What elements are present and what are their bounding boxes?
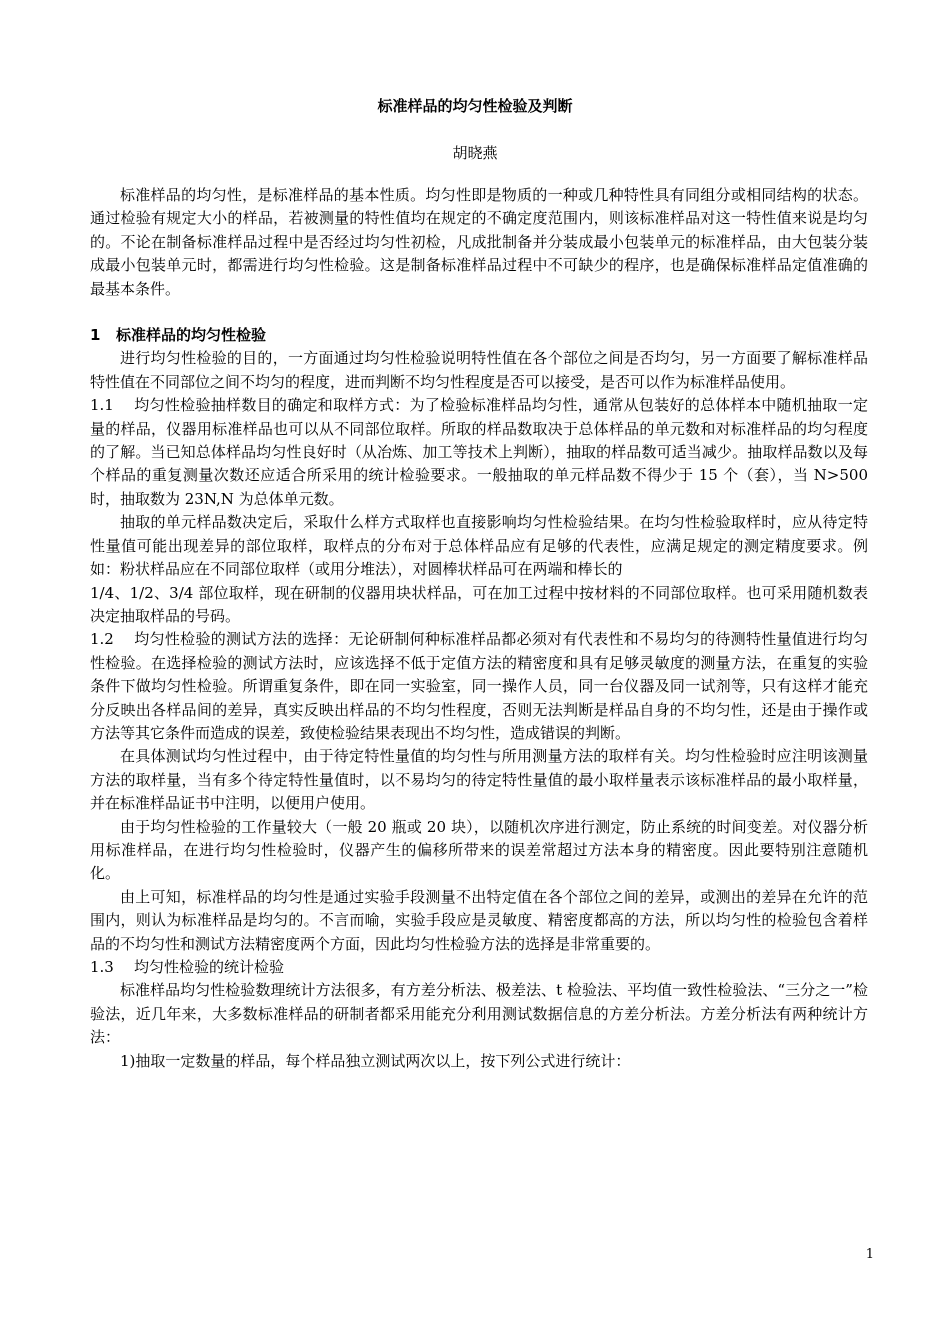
subsection-1-1-number: 1.1 [90, 396, 114, 415]
subsection-1-3-heading [90, 956, 868, 979]
subsection-1-2-number: 1.2 [90, 630, 114, 649]
document-title: 标准样品的均匀性检验及判断 [377, 97, 573, 115]
section-1-title: 标准样品的均匀性检验 [116, 326, 267, 345]
subsection-1-1-paragraph-2a: 抽取的单元样品数决定后，采取什么样方式取样也直接影响均匀性检验结果。在均匀性检验取样时，应从待定特性量值可能出现差异的部位取样，取样点的分布对于总体样品应有足够的代表性，应满足规定的测定精度要求。例如：粉状样品应在不同部位取样（或用分堆法），对圆棒状样品可在两端和棒长的 [90, 513, 868, 579]
subsection-1-2-paragraph-4: 由上可知，标准样品的均匀性是通过实验手段测量不出特定值在各个部位之间的差异，或测出的差异在允许的范围内，则认为标准样品是均匀的。不言而喻，实验手段应是灵敏度、精密度都高的方法，所以均匀性的检验包含着样品的不均匀性和测试方法精密度两个方面，因此均匀性检验方法的选择是非常重要的。 [90, 887, 868, 953]
section-1-number: 1 [90, 326, 101, 345]
intro-paragraph: 标准样品的均匀性，是标准样品的基本性质。均匀性即是物质的一种或几种特性具有同组分或相同结构的状态。通过检验有规定大小的样品，若被测量的特性值均在规定的不确定度范围内，则该标准样品对这一特性值来说是均匀的。不论在制备标准样品过程中是否经过均匀性初检，凡成批制备并分装成最小包装单元的标准样品，由大包装分装成最小包装单元时，都需进行均匀性检验。这是制备标准样品过程中不可缺少的程序，也是确保标准样品定值准确的最基本条件。 [90, 186, 868, 298]
subsection-1-1-text: 均匀性检验抽样数目的确定和取样方式：为了检验标准样品均匀性，通常从包装好的总体样本中随机抽取一定量的样品，仪器用标准样品也可以从不同部位取样。所取的样品数取决于总体样品的单元数和对标准样品的均匀程度的了解。当已知总体样品均匀性良好时（从冶炼、加工等技术上判断），抽取的样品数可适当减少。抽取样品数以及每个样品的重复测量次数还应适合所采用的统计检验要求。一般抽取的单元样品数不得少于 15 个（套），当 N>500 时，抽取数为 23N,N 为总体单元数。 [90, 396, 868, 508]
page-number: 1 [865, 1247, 874, 1262]
subsection-1-1-paragraph-2b: 1/4、1/2、3/4 部位取样，现在研制的仪器用块状样品，可在加工过程中按材料的不同部位取样。也可采用随机数表决定抽取样品的号码。 [90, 583, 868, 625]
subsection-1-1-paragraph [90, 394, 868, 511]
subsection-1-3-number: 1.3 [90, 958, 114, 976]
subsection-1-3-paragraph-2: 1)抽取一定数量的样品，每个样品独立测试两次以上，按下列公式进行统计： [120, 1051, 631, 1070]
document-body [90, 184, 868, 1073]
subsection-1-2-text: 均匀性检验的测试方法的选择：无论研制何种标准样品都必须对有代表性和不易均匀的待测特性量值进行均匀性检验。在选择检验的测试方法时，应该选择不低于定值方法的精密度和具有足够灵敏度的测量方法，在重复的实验条件下做均匀性检验。所谓重复条件，即在同一实验室，同一操作人员，同一台仪器及同一试剂等，只有这样才能充分反映出各样品间的差异，真实反映出样品的不均匀性程度，否则无法判断是样品自身的不均匀性，还是由于操作或方法等其它条件而造成的误差，致使检验结果表现出不均匀性，造成错误的判断。 [90, 630, 868, 742]
section-1-paragraph: 进行均匀性检验的目的，一方面通过均匀性检验说明特性值在各个部位之间是否均匀，另一方面要了解标准样品特性值在不同部位之间不均匀的程度，进而判断不均匀性程度是否可以接受，是否可以作为标准样品使用。 [90, 349, 868, 391]
subsection-1-2-paragraph-3: 由于均匀性检验的工作量较大（一般 20 瓶或 20 块），以随机次序进行测定，防止系统的时间变差。对仪器分析用标准样品，在进行均匀性检验时，仪器产生的偏移所带来的误差常超过方法本身的精密度。因此要特别注意随机化。 [90, 817, 868, 883]
subsection-1-2-paragraph [90, 628, 868, 745]
document-author: 胡晓燕 [452, 144, 498, 162]
subsection-1-2-paragraph-2: 在具体测试均匀性过程中，由于待定特性量值的均匀性与所用测量方法的取样有关。均匀性检验时应注明该测量方法的取样量，当有多个待定特性量值时，以不易均匀的待定特性量值的最小取样量表示该标准样品的最小取样量，并在标准样品证书中注明，以便用户使用。 [90, 747, 868, 813]
section-1-heading [90, 324, 868, 347]
subsection-1-3-paragraph-1: 标准样品均匀性检验数理统计方法很多，有方差分析法、极差法、t 检验法、平均值一致性检验法、“三分之一”检验法，近几年来，大多数标准样品的研制者都采用能充分利用测试数据信息的方差分析法。方差分析法有两种统计方法： [90, 981, 868, 1047]
subsection-1-3-title: 均匀性检验的统计检验 [134, 958, 285, 976]
